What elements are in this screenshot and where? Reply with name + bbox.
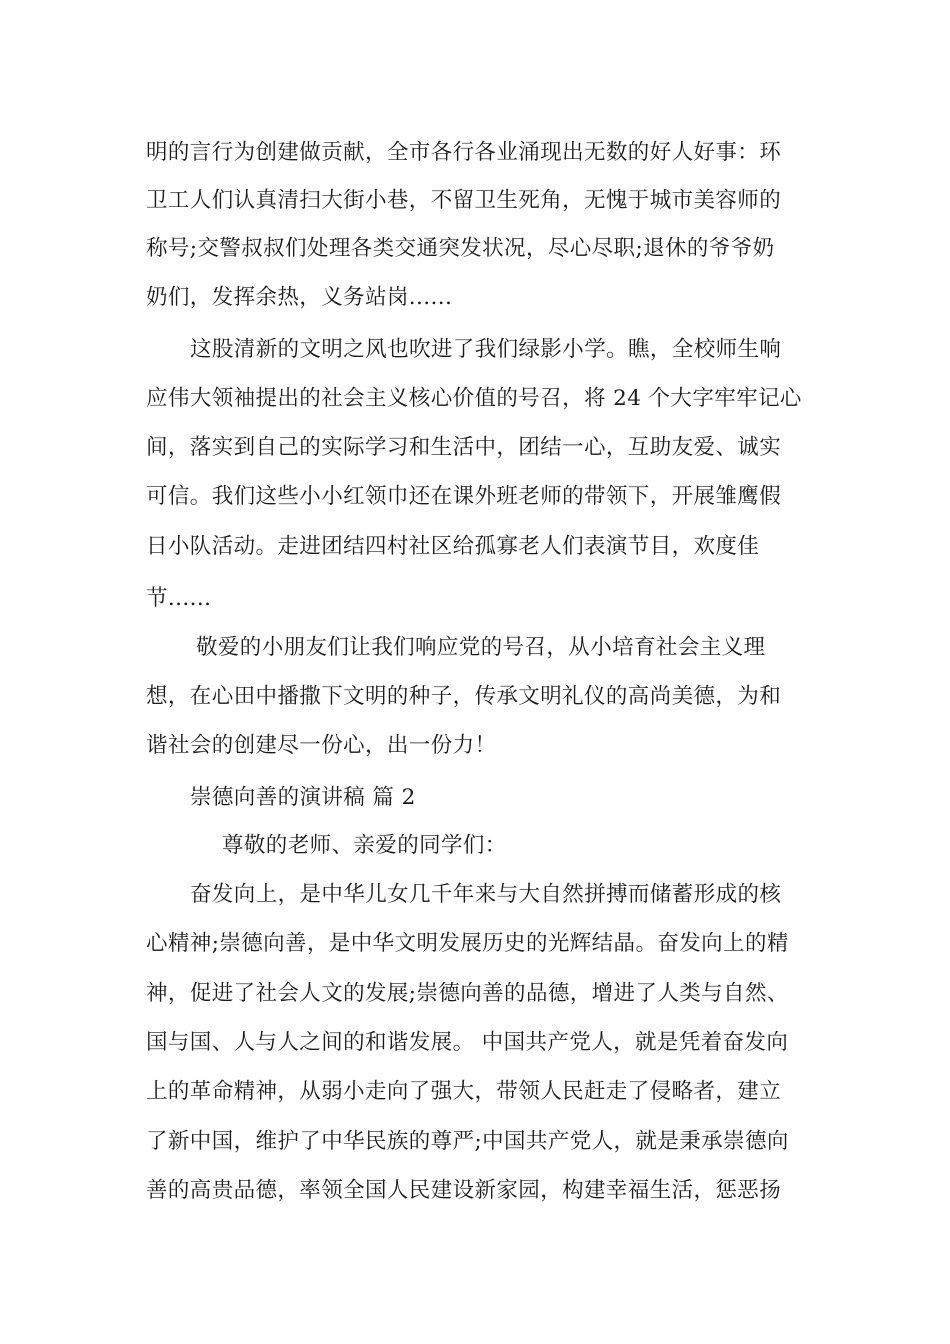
paragraph-line: 可信。我们这些小小红领巾还在课外班老师的带领下，开展雏鹰假 xyxy=(146,484,782,509)
paragraph-line: 节...... xyxy=(146,586,212,611)
paragraph-line: 奋发向上，是中华儿女几千年来与大自然拼搏而储蓄形成的核 xyxy=(190,882,782,907)
paragraph-line: 这股清新的文明之风也吹进了我们绿影小学。瞧，全校师生响 xyxy=(190,337,782,362)
paragraph-line: 间，落实到自己的实际学习和生活中，团结一心，互助友爱、诚实 xyxy=(146,435,782,460)
section-heading: 崇德向善的演讲稿 篇 2 xyxy=(190,785,416,810)
paragraph-line: 称号;交警叔叔们处理各类交通突发状况，尽心尽职;退休的爷爷奶 xyxy=(146,236,775,261)
salutation-line: 尊敬的老师、亲爱的同学们： xyxy=(222,833,507,858)
paragraph-line: 卫工人们认真清扫大街小巷，不留卫生死角，无愧于城市美容师的 xyxy=(146,188,782,213)
paragraph-line: 心精神;崇德向善，是中华文明发展历史的光辉结晶。奋发向上的精 xyxy=(146,931,789,956)
paragraph-line: 神，促进了社会人文的发展;崇德向善的品德，增进了人类与自然、 xyxy=(146,981,789,1006)
paragraph-line: 应伟大领袖提出的社会主义核心价值的号召，将 24 个大字牢牢记心 xyxy=(146,386,802,411)
paragraph-line: 明的言行为创建做贡献，全市各行各业涌现出无数的好人好事：环 xyxy=(146,140,782,165)
paragraph-line: 奶们，发挥余热，义务站岗...... xyxy=(146,285,453,310)
paragraph-line: 了新中国，维护了中华民族的尊严;中国共产党人，就是秉承崇德向 xyxy=(146,1129,789,1154)
paragraph-line: 敬爱的小朋友们让我们响应党的号召，从小培育社会主义理 xyxy=(196,635,766,660)
paragraph-line: 善的高贵品德，率领全国人民建设新家园，构建幸福生活，惩恶扬 xyxy=(146,1178,782,1203)
paragraph-line: 日小队活动。走进团结四村社区给孤寡老人们表演节目，欢度佳 xyxy=(146,534,760,559)
paragraph-line: 谐社会的创建尽一份心，出一份力！ xyxy=(146,733,497,758)
paragraph-line: 国与国、人与人之间的和谐发展。 中国共产党人，就是凭着奋发向 xyxy=(146,1030,789,1055)
paragraph-line: 上的革命精神，从弱小走向了强大，带领人民赶走了侵略者，建立 xyxy=(146,1079,782,1104)
paragraph-line: 想，在心田中播撒下文明的种子，传承文明礼仪的高尚美德，为和 xyxy=(146,684,782,709)
